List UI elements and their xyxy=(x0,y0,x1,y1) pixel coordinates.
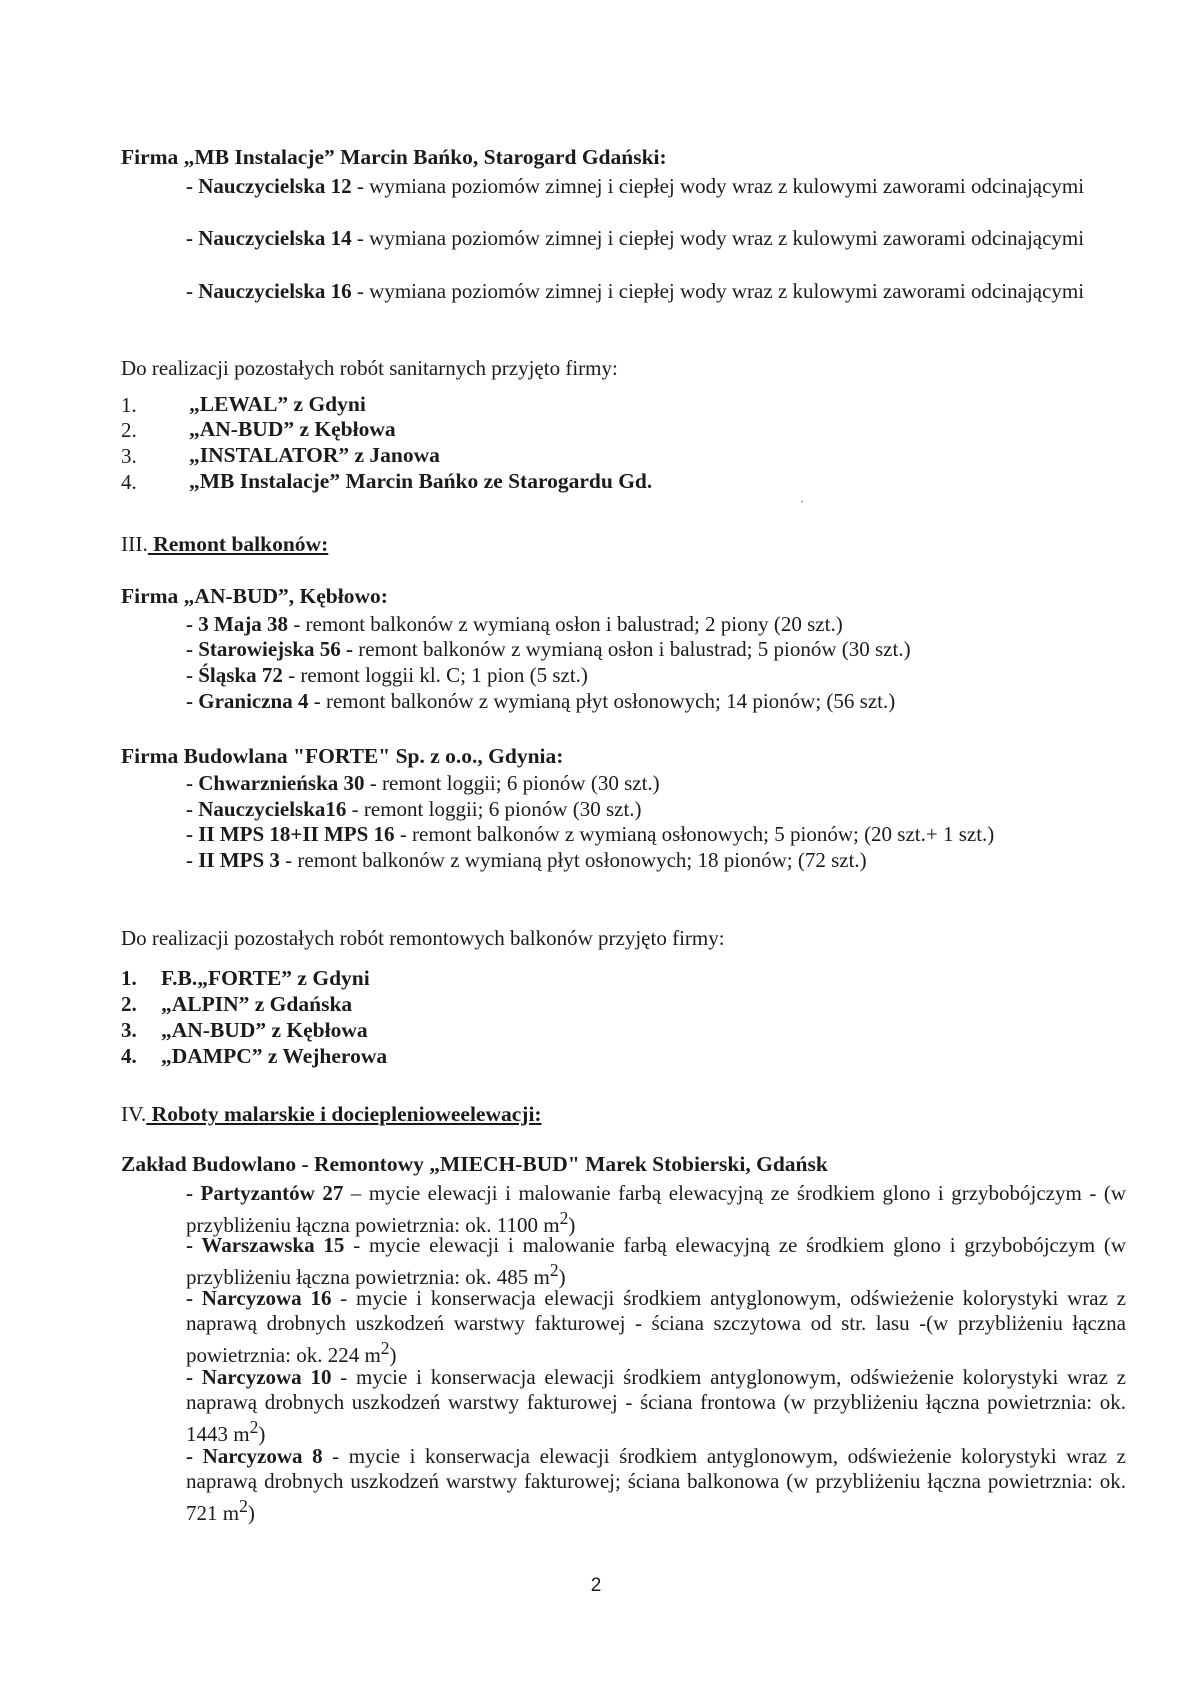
balcony-intro: Do realizacji pozostałych robót remontowych balkonów przyjęto firmy: xyxy=(121,926,725,950)
list-item: - Nauczycielska 14 - wymiana poziomów zimnej i ciepłej wody wraz z kulowymi zaworami odcinającymi xyxy=(186,226,1085,250)
list-number: 2. xyxy=(121,992,137,1016)
list-number: 1. xyxy=(121,966,137,990)
firm-miech-heading: Zakład Budowlano - Remontowy „MIECH-BUD" Marek Stobierski, Gdańsk xyxy=(121,1152,828,1176)
sanitary-intro: Do realizacji pozostałych robót sanitarnych przyjęto firmy: xyxy=(121,356,618,380)
list-number: 3. xyxy=(121,1018,137,1042)
list-item: - II MPS 18+II MPS 16 - remont balkonów z wymianą osłonowych; 5 pionów; (20 szt.+ 1 szt.) xyxy=(186,822,995,846)
list-item: „ALPIN” z Gdańska xyxy=(161,992,353,1016)
list-item: - Chwarznieńska 30 - remont loggii; 6 pionów (30 szt.) xyxy=(186,771,660,795)
list-item: „AN-BUD” z Kębłowa xyxy=(189,417,396,441)
list-number: 2. xyxy=(121,418,137,442)
section-3-heading: III. Remont balkonów: xyxy=(121,532,329,556)
list-item: „INSTALATOR” z Janowa xyxy=(189,443,440,467)
firm-mb-heading: Firma „MB Instalacje” Marcin Bańko, Starogard Gdański: xyxy=(121,145,667,169)
list-item: - Nauczycielska16 - remont loggii; 6 pionów (30 szt.) xyxy=(186,797,642,821)
list-item: - Nauczycielska 16 - wymiana poziomów zimnej i ciepłej wody wraz z kulowymi zaworami odcinającymi xyxy=(186,279,1085,303)
list-number: 4. xyxy=(121,1044,137,1068)
list-item: „AN-BUD” z Kębłowa xyxy=(161,1018,368,1042)
list-number: 1. xyxy=(121,393,137,417)
list-item: „DAMPC” z Wejherowa xyxy=(161,1044,388,1068)
section-4-heading: IV. Roboty malarskie i docieplenioweelewacji: xyxy=(121,1102,542,1126)
firm-forte-heading: Firma Budowlana "FORTE" Sp. z o.o., Gdynia: xyxy=(121,744,564,768)
list-item: - Warszawska 15 - mycie elewacji i malowanie farbą elewacyjną ze środkiem glono i grzybobójczym (w przybliżeniu łączna powietrznia: ok. 485 $m^2$) xyxy=(186,1233,1126,1289)
list-item: F.B.„FORTE” z Gdyni xyxy=(161,966,370,990)
scan-speck xyxy=(801,500,803,503)
list-item: „MB Instalacje” Marcin Bańko ze Starogardu Gd. xyxy=(189,469,653,493)
list-item: - Nauczycielska 12 - wymiana poziomów zimnej i ciepłej wody wraz z kulowymi zaworami odcinającymi xyxy=(186,174,1085,198)
list-item: - Narcyzowa 10 - mycie i konserwacja elewacji środkiem antyglonowym, odświeżenie kolorystyki wraz z naprawą drobnych uszkodzeń warstwy fakturowej - ściana frontowa (w przybliżeniu łączna powietrznia: ok. 1443 $m^2$) xyxy=(186,1365,1126,1446)
list-item: „LEWAL” z Gdyni xyxy=(189,392,366,416)
list-item: - Partyzantów 27 – mycie elewacji i malowanie farbą elewacyjną ze środkiem glono i grzybobójczym - (w przybliżeniu łączna powietrznia: ok. 1100 $m^2$) xyxy=(186,1181,1127,1237)
list-item: - II MPS 3 - remont balkonów z wymianą płyt osłonowych; 18 pionów; (72 szt.) xyxy=(186,848,867,872)
list-number: 3. xyxy=(121,444,137,468)
list-item: - Graniczna 4 - remont balkonów z wymianą płyt osłonowych; 14 pionów; (56 szt.) xyxy=(186,689,896,713)
list-number: 4. xyxy=(121,470,137,494)
page-number: 2 xyxy=(590,1575,602,1596)
list-item: - 3 Maja 38 - remont balkonów z wymianą osłon i balustrad; 2 piony (20 szt.) xyxy=(186,612,843,636)
list-item: - Śląska 72 - remont loggii kl. C; 1 pion (5 szt.) xyxy=(186,663,588,687)
list-item: - Starowiejska 56 - remont balkonów z wymianą osłon i balustrad; 5 pionów (30 szt.) xyxy=(186,637,911,661)
firm-anbud-heading: Firma „AN-BUD”, Kębłowo: xyxy=(121,584,388,608)
list-item: - Narcyzowa 8 - mycie i konserwacja elewacji środkiem antyglonowym, odświeżenie kolorystyki wraz z naprawą drobnych uszkodzeń warstwy fakturowej; ściana balkonowa (w przybliżeniu łączna powietrznia: ok. 721 $m^2$) xyxy=(186,1444,1126,1525)
list-item: - Narcyzowa 16 - mycie i konserwacja elewacji środkiem antyglonowym, odświeżenie kolorystyki wraz z naprawą drobnych uszkodzeń warstwy fakturowej - ściana szczytowa od str. lasu -(w przybliżeniu łączna powietrznia: ok. 224 $m^2$) xyxy=(186,1286,1126,1367)
